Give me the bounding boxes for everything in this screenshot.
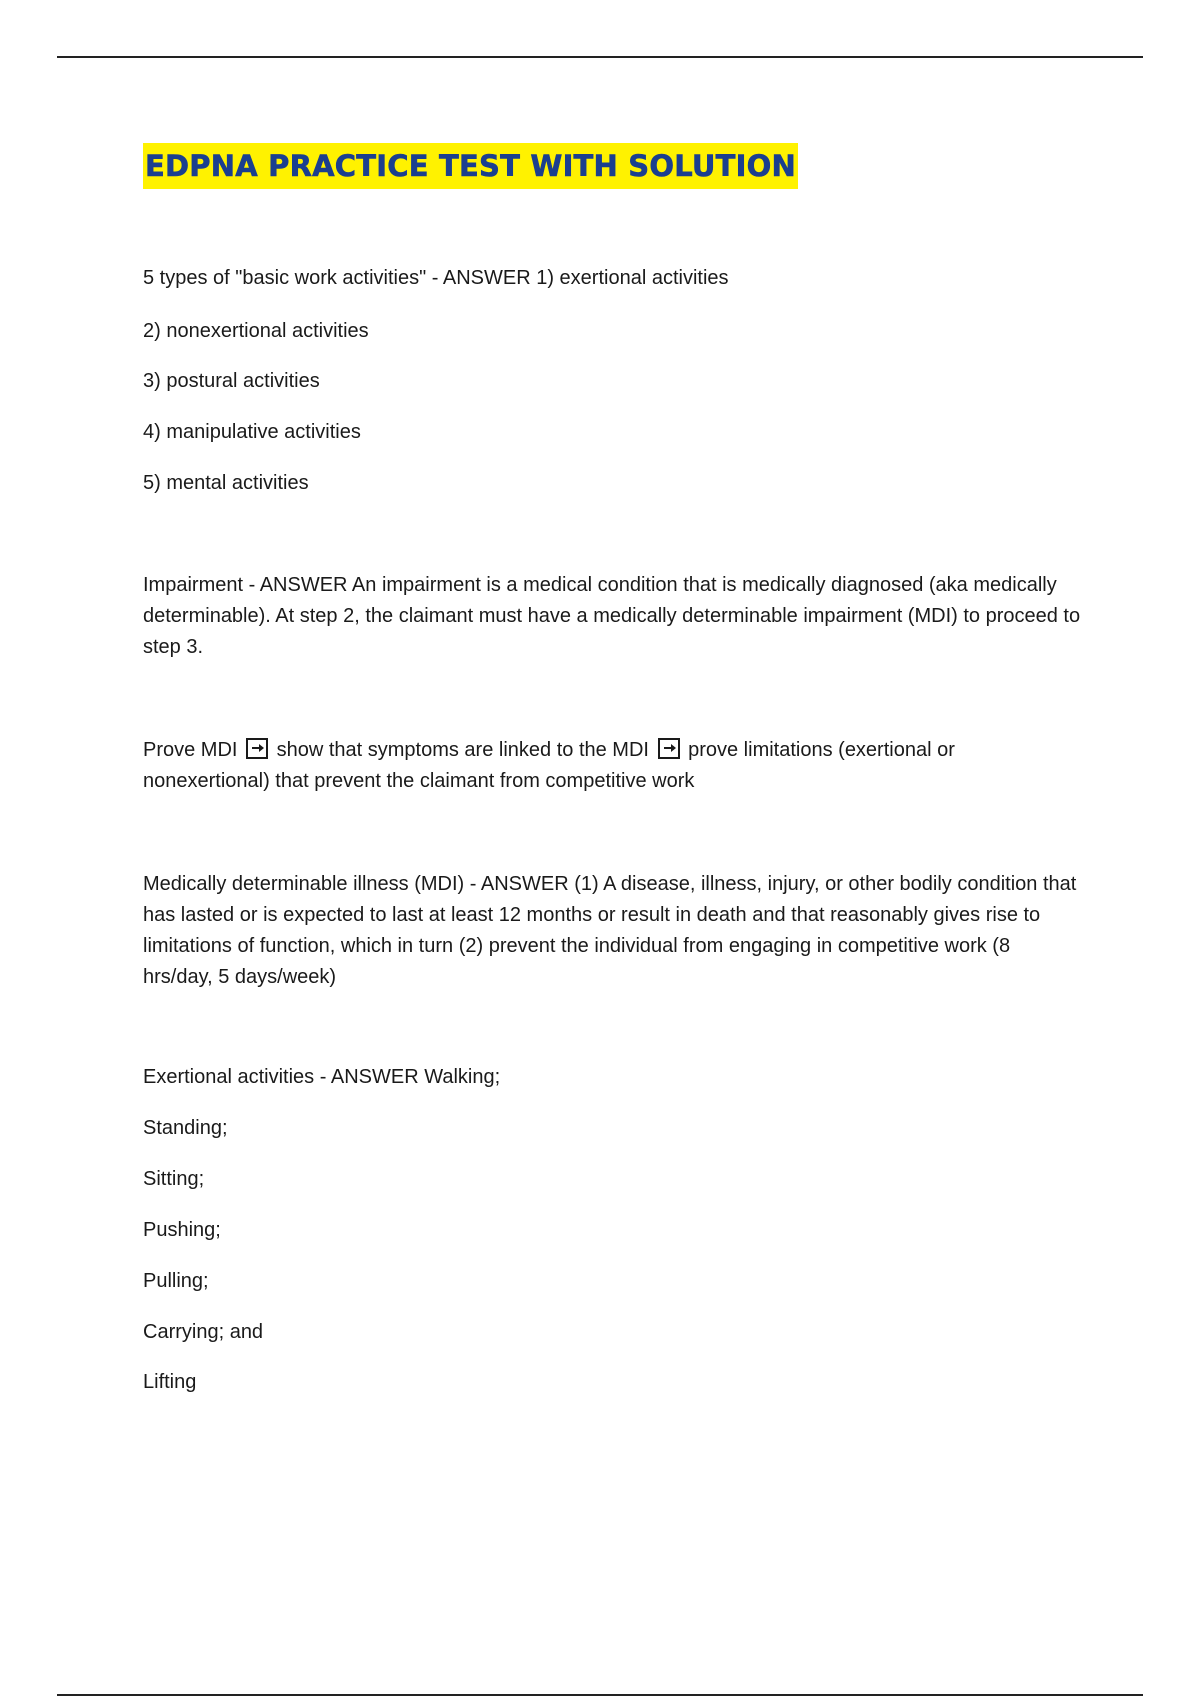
q1-line-2: 2) nonexertional activities xyxy=(143,320,369,342)
q1-line-1: 5 types of "basic work activities" - ANSWER 1) exertional activities xyxy=(143,267,729,289)
q3-part-2: show that symptoms are linked to the MDI xyxy=(276,739,649,761)
document-title: EDPNA PRACTICE TEST WITH SOLUTION xyxy=(143,143,798,189)
q5-line-3: Sitting; xyxy=(143,1168,205,1190)
q3-paragraph xyxy=(143,735,1083,797)
top-divider xyxy=(57,56,1143,58)
arrow-right-box-icon xyxy=(246,738,268,759)
q3-part-1: Prove MDI xyxy=(143,739,238,761)
q5-line-4: Pushing; xyxy=(143,1219,221,1241)
q1-line-4: 4) manipulative activities xyxy=(143,421,361,443)
q5-line-1: Exertional activities - ANSWER Walking; xyxy=(143,1066,501,1088)
q5-line-7: Lifting xyxy=(143,1371,197,1393)
q5-line-2: Standing; xyxy=(143,1117,228,1139)
q5-line-5: Pulling; xyxy=(143,1270,209,1292)
q4-paragraph: Medically determinable illness (MDI) - ANSWER (1) A disease, illness, injury, or other bodily condition that has lasted or is expected to last at least 12 months or result in death and that reasonably gives rise to limitations of function, which in turn (2) prevent the individual from engaging in competitive work (8 hrs/day, 5 days/week) xyxy=(143,873,1077,988)
bottom-divider xyxy=(57,1694,1143,1696)
arrow-right-box-icon xyxy=(658,738,680,759)
q3-part-3: prove limitations (exertional or nonexertional) that prevent the claimant from competitive work xyxy=(143,739,955,792)
q1-line-5: 5) mental activities xyxy=(143,472,309,494)
q2-paragraph: Impairment - ANSWER An impairment is a medical condition that is medically diagnosed (aka medically determinable). At step 2, the claimant must have a medically determinable impairment (MDI) to proceed to step 3. xyxy=(143,574,1081,658)
q5-line-6: Carrying; and xyxy=(143,1321,264,1343)
q1-line-3: 3) postural activities xyxy=(143,370,320,392)
